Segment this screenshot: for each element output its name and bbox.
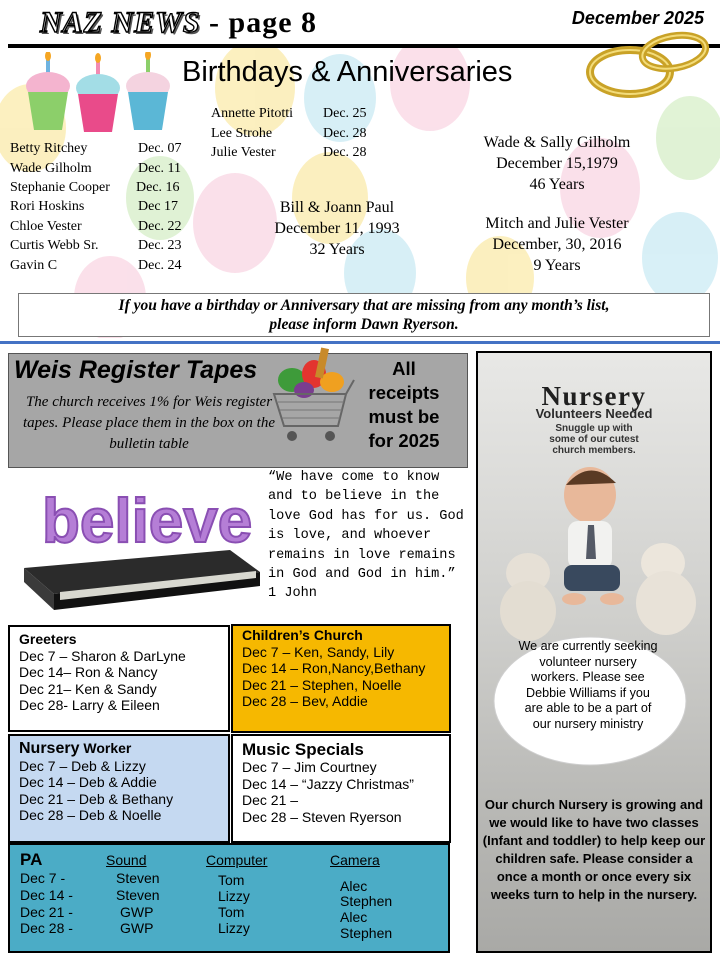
nursery-tagline: Snuggle up with some of our cutest church members.: [549, 423, 639, 456]
birthday-date: Dec. 22: [138, 219, 182, 234]
birthday-date: Dec. 28: [323, 126, 367, 141]
nursery-appeal: Our church Nursery is growing and we would like to have two classes (Infant and toddler) to help keep our children safe. Please consider a once a month or once every six weeks turn to help in the nursery.: [482, 797, 706, 902]
birthday-date: Dec. 23: [138, 238, 182, 253]
birthday-name: Stephanie Cooper: [10, 180, 110, 195]
anniversary-gilholm: Wade & Sally Gilholm December 15,1979 46 Years: [483, 134, 631, 193]
pa-computer: Tom: [218, 872, 245, 888]
birthday-name: Rori Hoskins: [10, 199, 85, 214]
schedule-row: Dec 28 – Steven Ryerson: [242, 808, 402, 825]
schedule-row: Dec 14 – Ron,Nancy,Bethany: [242, 660, 426, 676]
greeters-box: [8, 625, 230, 732]
pa-date: Dec 21 -: [20, 904, 73, 920]
weis-title: Weis Register Tapes: [14, 356, 258, 384]
birthday-date: Dec. 25: [323, 106, 367, 121]
pa-camera: Stephen: [340, 925, 393, 941]
schedule-row: Dec 14– Ron & Nancy: [19, 664, 158, 680]
section-divider: [0, 341, 720, 344]
schedule-row: Dec 21 –: [242, 792, 299, 808]
pa-date: Dec 7 -: [20, 870, 66, 886]
birthday-date: Dec. 28: [323, 145, 367, 160]
believe-bible-image: [20, 468, 264, 620]
newsletter-title: NAZ NEWS - page 8: [40, 6, 318, 39]
birthday-name: Wade Gilholm: [10, 161, 92, 176]
pa-schedule-box: [8, 843, 450, 953]
schedule-row: Dec 7 – Jim Courtney: [242, 759, 377, 775]
pa-title: PA: [20, 850, 43, 869]
pa-sound: Steven: [116, 887, 160, 903]
grocery-cart-icon: [262, 340, 358, 450]
pa-camera: Stephen: [340, 893, 393, 909]
weis-description: The church receives 1% for Weis register tapes. Please place them in the box on the bulletin table: [22, 394, 275, 452]
missing-birthday-notice: If you have a birthday or Anniversary that are missing from any month’s list, please inform Dawn Ryerson.: [18, 293, 710, 337]
birthday-name: Betty Ritchey: [10, 141, 88, 156]
birthday-list-left: [10, 141, 200, 281]
birthdays-title: Birthdays & Anniversaries: [182, 56, 513, 88]
birthday-list-mid: [211, 106, 386, 166]
nursery-bubble-text: We are currently seeking volunteer nursery workers. Please see Debbie Williams if you are able to be a part of our nursery ministry: [518, 639, 658, 731]
scripture-verse: “We have come to know and to believe in the love God has for us. God is love, and whoever remains in love remains in God and God in him.” 1 John: [268, 470, 464, 602]
schedule-row: Dec 21– Ken & Sandy: [19, 680, 157, 697]
birthday-name: Curtis Webb Sr.: [10, 238, 99, 253]
believe-word: believe: [42, 487, 253, 556]
pa-date: Dec 14 -: [20, 887, 73, 903]
pa-header-computer: Computer: [206, 852, 268, 868]
schedule-row: Dec 21 – Deb & Bethany: [19, 790, 174, 807]
birthday-date: Dec 17: [138, 199, 179, 214]
pa-camera: Alec: [340, 878, 368, 894]
childrens-church-box: [231, 624, 451, 733]
nursery-title: Nursery: [541, 381, 647, 411]
pa-computer: Tom: [218, 904, 245, 920]
pa-camera: Alec: [340, 909, 368, 925]
pa-header-camera: Camera: [330, 852, 380, 868]
birthday-date: Dec. 24: [138, 258, 182, 273]
schedule-row: Dec 28 – Deb & Noelle: [19, 807, 162, 823]
schedule-row: Dec 7 – Ken, Sandy, Lily: [242, 643, 395, 660]
anniversary-vester: Mitch and Julie Vester December, 30, 2016 9 Years: [485, 215, 629, 274]
wedding-rings-image: [582, 24, 712, 104]
birthday-date: Dec. 07: [138, 141, 182, 156]
greeters-title: Greeters: [19, 631, 77, 647]
schedule-row: Dec 14 – Deb & Addie: [19, 774, 157, 790]
birthday-name: Julie Vester: [211, 145, 276, 160]
birthday-name: Chloe Vester: [10, 219, 82, 234]
birthday-date: Dec. 16: [136, 180, 180, 195]
childrens-church-title: Children’s Church: [242, 627, 363, 643]
anniversary-paul: Bill & Joann Paul December 11, 1993 32 Years: [274, 199, 400, 258]
issue-date: December 2025: [571, 8, 704, 28]
receipts-note: All receipts must be for 2025: [368, 358, 440, 451]
pa-header-sound: Sound: [106, 852, 147, 868]
nursery-subtitle: Volunteers Needed: [535, 406, 653, 421]
birthday-date: Dec. 11: [138, 161, 182, 176]
music-specials-box: [231, 734, 451, 843]
birthday-name: Annette Pitotti: [211, 106, 294, 121]
nursery-worker-box: [8, 734, 230, 843]
pa-sound: GWP: [120, 920, 154, 936]
music-specials-title: Music Specials: [242, 740, 364, 759]
schedule-row: Dec 21 – Stephen, Noelle: [242, 676, 402, 693]
schedule-row: Dec 14 – “Jazzy Christmas”: [242, 775, 414, 792]
birthday-name: Gavin C: [10, 258, 58, 273]
cupcakes-image: [22, 52, 178, 138]
pa-date: Dec 28 -: [20, 920, 73, 936]
schedule-row: Dec 28- Larry & Eileen: [19, 697, 160, 713]
pa-computer: Lizzy: [218, 888, 250, 904]
schedule-row: Dec 7 – Deb & Lizzy: [19, 757, 146, 774]
nursery-worker-title: Nursery Worker: [19, 740, 132, 757]
pa-sound: GWP: [120, 904, 154, 920]
pa-sound: Steven: [116, 870, 160, 886]
birthday-name: Lee Strohe: [211, 126, 273, 141]
pa-computer: Lizzy: [218, 920, 250, 936]
schedule-row: Dec 7 – Sharon & DarLyne: [19, 647, 186, 664]
schedule-row: Dec 28 – Bev, Addie: [242, 693, 368, 709]
